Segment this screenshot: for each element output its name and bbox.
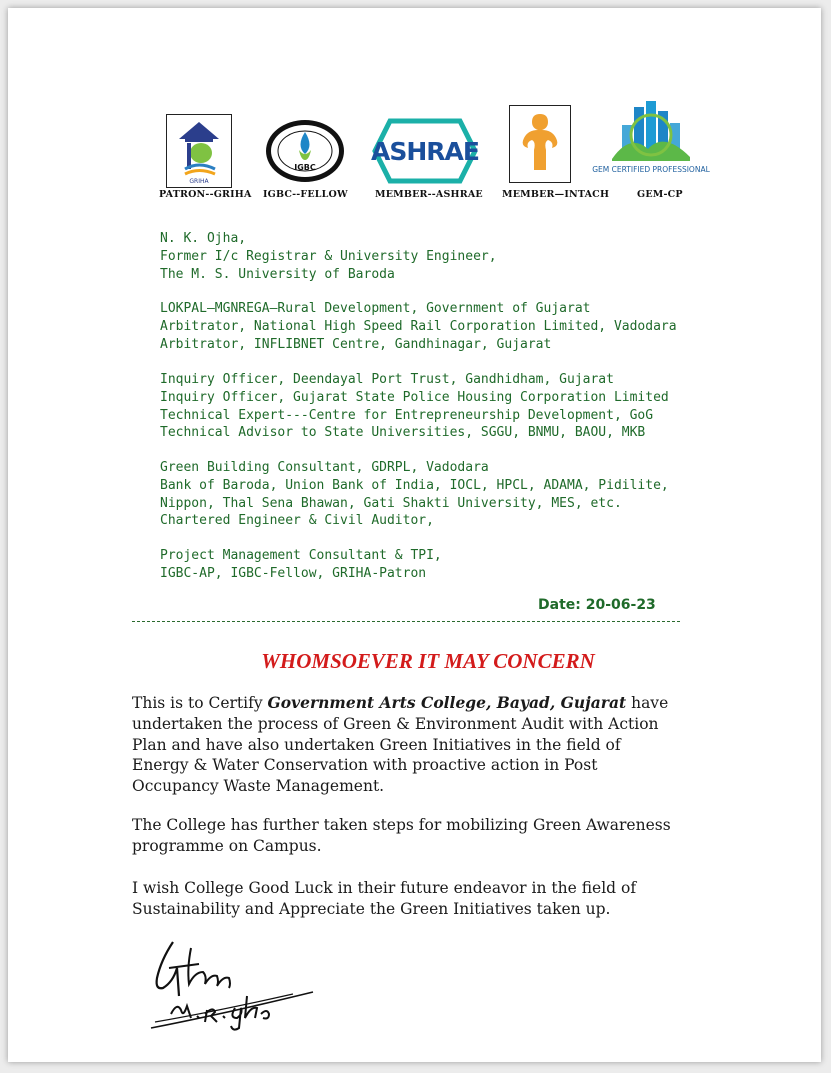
logo-caption-griha: PATRON--GRIHA <box>159 189 252 200</box>
sender-line: N. K. Ojha, <box>160 231 247 246</box>
sender-line: Inquiry Officer, Deendayal Port Trust, Gandhidham, Gujarat <box>160 372 614 387</box>
body-line: Plan and have also undertaken Green Initiatives in the field of <box>132 735 621 754</box>
p1-prefix: This is to Certify <box>132 694 268 712</box>
logo-caption-gem: GEM-CP <box>637 189 683 200</box>
sender-line: Inquiry Officer, Gujarat State Police Housing Corporation Limited <box>160 389 669 405</box>
ashrae-logo-text: ASHRAE <box>371 137 479 166</box>
body-line: Energy & Water Conservation with proactive action in Post <box>132 756 598 775</box>
gem-logo <box>592 96 710 188</box>
sender-line: The M. S. University of Baroda <box>160 266 395 282</box>
body-line: Sustainability and Appreciate the Green Initiatives taken up. <box>132 899 611 918</box>
griha-logo <box>166 114 232 188</box>
sender-line: Arbitrator, National High Speed Rail Corporation Limited, Vadodara <box>160 318 677 334</box>
sender-block-3 <box>160 371 720 442</box>
college-name: Government Arts College, Bayad, Gujarat <box>267 693 627 712</box>
sender-line: IGBC-AP, IGBC-Fellow, GRIHA-Patron <box>160 565 427 581</box>
sender-block-4 <box>160 459 720 530</box>
sender-block-5 <box>160 547 720 583</box>
body-line: Occupancy Waste Management. <box>132 777 385 796</box>
body-line: The College has further taken steps for mobilizing Green Awareness <box>132 816 671 834</box>
sender-line: Technical Advisor to State Universities, SGGU, BNMU, BAOU, MKB <box>160 425 646 441</box>
signature <box>143 938 318 1037</box>
griha-logo-text: GRIHA <box>189 178 209 185</box>
sender-line: Chartered Engineer & Civil Auditor, <box>160 513 434 529</box>
sender-block-1 <box>160 230 720 283</box>
body-paragraph-1 <box>132 693 732 797</box>
logo-caption-intach: MEMBER—INTACH <box>502 189 610 200</box>
certificate-page <box>8 8 821 1062</box>
sender-line: Green Building Consultant, GDRPL, Vadodara <box>160 460 489 475</box>
body-line: I wish College Good Luck in their future endeavor in the field of <box>132 879 637 897</box>
logo-caption-igbc: IGBC--FELLOW <box>263 189 348 200</box>
logo-caption-ashrae: MEMBER--ASHRAE <box>375 189 483 200</box>
divider <box>132 621 680 622</box>
sender-block-2 <box>160 300 720 353</box>
p1-suffix: have <box>626 694 669 712</box>
sender-line: Technical Expert---Centre for Entrepreneurship Development, GoG <box>160 407 654 423</box>
body-line: undertaken the process of Green & Environment Audit with Action <box>132 714 659 733</box>
sender-line: LOKPAL—MGNREGA—Rural Development, Government of Gujarat <box>160 301 591 316</box>
sender-line: Arbitrator, INFLIBNET Centre, Gandhinagar, Gujarat <box>160 336 552 352</box>
gem-logo-text: GEM CERTIFIED PROFESSIONAL <box>592 165 710 174</box>
igbc-logo-text: IGBC <box>294 163 316 172</box>
letter-date: Date: 20-06-23 <box>538 597 656 613</box>
sender-line: Project Management Consultant & TPI, <box>160 548 442 563</box>
ashrae-logo <box>370 114 480 188</box>
body-paragraph-3 <box>132 878 732 920</box>
sender-line: Former I/c Registrar & University Engineer, <box>160 248 497 264</box>
body-paragraph-2 <box>132 815 732 857</box>
intach-logo <box>509 105 571 183</box>
sender-line: Nippon, Thal Sena Bhawan, Gati Shakti University, MES, etc. <box>160 495 622 511</box>
sender-line: Bank of Baroda, Union Bank of India, IOCL, HPCL, ADAMA, Pidilite, <box>160 477 669 493</box>
igbc-logo <box>263 114 347 188</box>
letter-title: WHOMSOEVER IT MAY CONCERN <box>261 649 595 673</box>
body-line: programme on Campus. <box>132 836 322 855</box>
